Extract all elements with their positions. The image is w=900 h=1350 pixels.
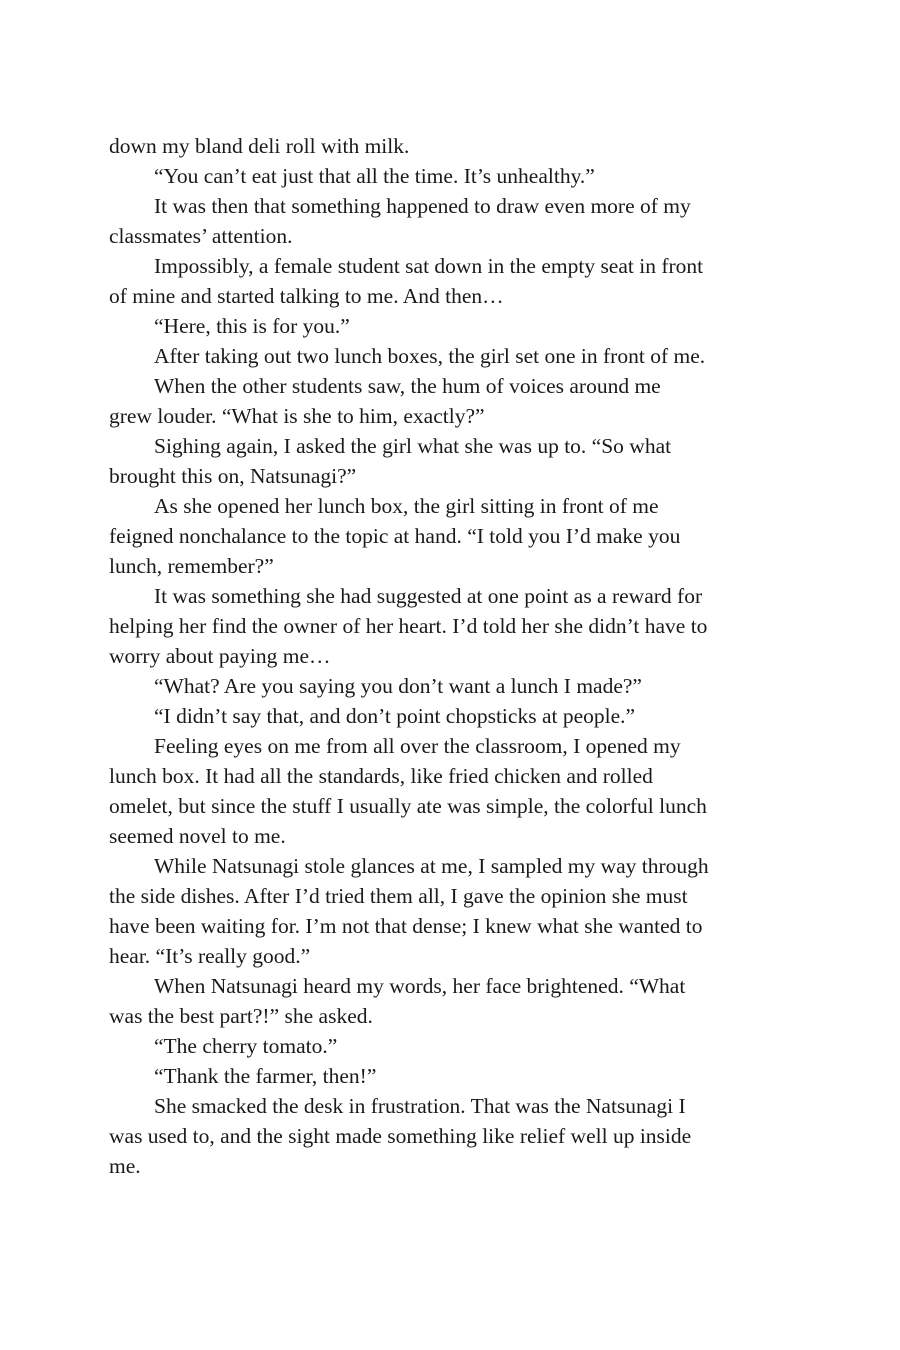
paragraph-1: down my bland deli roll with milk.	[109, 134, 410, 158]
body-text	[109, 131, 709, 1181]
paragraph-15: When Natsunagi heard my words, her face brightened. “What was the best part?!” she asked.	[109, 974, 686, 1028]
paragraph-18: She smacked the desk in frustration. That was the Natsunagi I was used to, and the sight made something like relief well up inside me.	[109, 1094, 692, 1178]
paragraph-3: It was then that something happened to draw even more of my classmates’ attention.	[109, 194, 691, 248]
paragraph-6: After taking out two lunch boxes, the girl set one in front of me.	[154, 344, 706, 368]
paragraph-7: When the other students saw, the hum of voices around me grew louder. “What is she to him, exactly?”	[109, 374, 661, 428]
paragraph-17: “Thank the farmer, then!”	[154, 1064, 377, 1088]
paragraph-9: As she opened her lunch box, the girl sitting in front of me feigned nonchalance to the topic at hand. “I told you I’d make you lunch, remember?”	[109, 494, 681, 578]
paragraph-14: While Natsunagi stole glances at me, I sampled my way through the side dishes. After I’d tried them all, I gave the opinion she must have been waiting for. I’m not that dense; I knew what she wanted to hear. “It’s really good.”	[109, 854, 709, 968]
paragraph-12: “I didn’t say that, and don’t point chopsticks at people.”	[154, 704, 636, 728]
paragraph-11: “What? Are you saying you don’t want a lunch I made?”	[154, 674, 642, 698]
paragraph-10: It was something she had suggested at one point as a reward for helping her find the owner of her heart. I’d told her she didn’t have to worry about paying me…	[109, 584, 708, 668]
paragraph-8: Sighing again, I asked the girl what she was up to. “So what brought this on, Natsunagi?”	[109, 434, 672, 488]
paragraph-13: Feeling eyes on me from all over the classroom, I opened my lunch box. It had all the standards, like fried chicken and rolled omelet, but since the stuff I usually ate was simple, the colorful lunch seemed novel to me.	[109, 734, 707, 848]
paragraph-16: “The cherry tomato.”	[154, 1034, 338, 1058]
paragraph-5: “Here, this is for you.”	[154, 314, 350, 338]
paragraph-4: Impossibly, a female student sat down in the empty seat in front of mine and started talking to me. And then…	[109, 254, 704, 308]
paragraph-2: “You can’t eat just that all the time. It’s unhealthy.”	[154, 164, 595, 188]
